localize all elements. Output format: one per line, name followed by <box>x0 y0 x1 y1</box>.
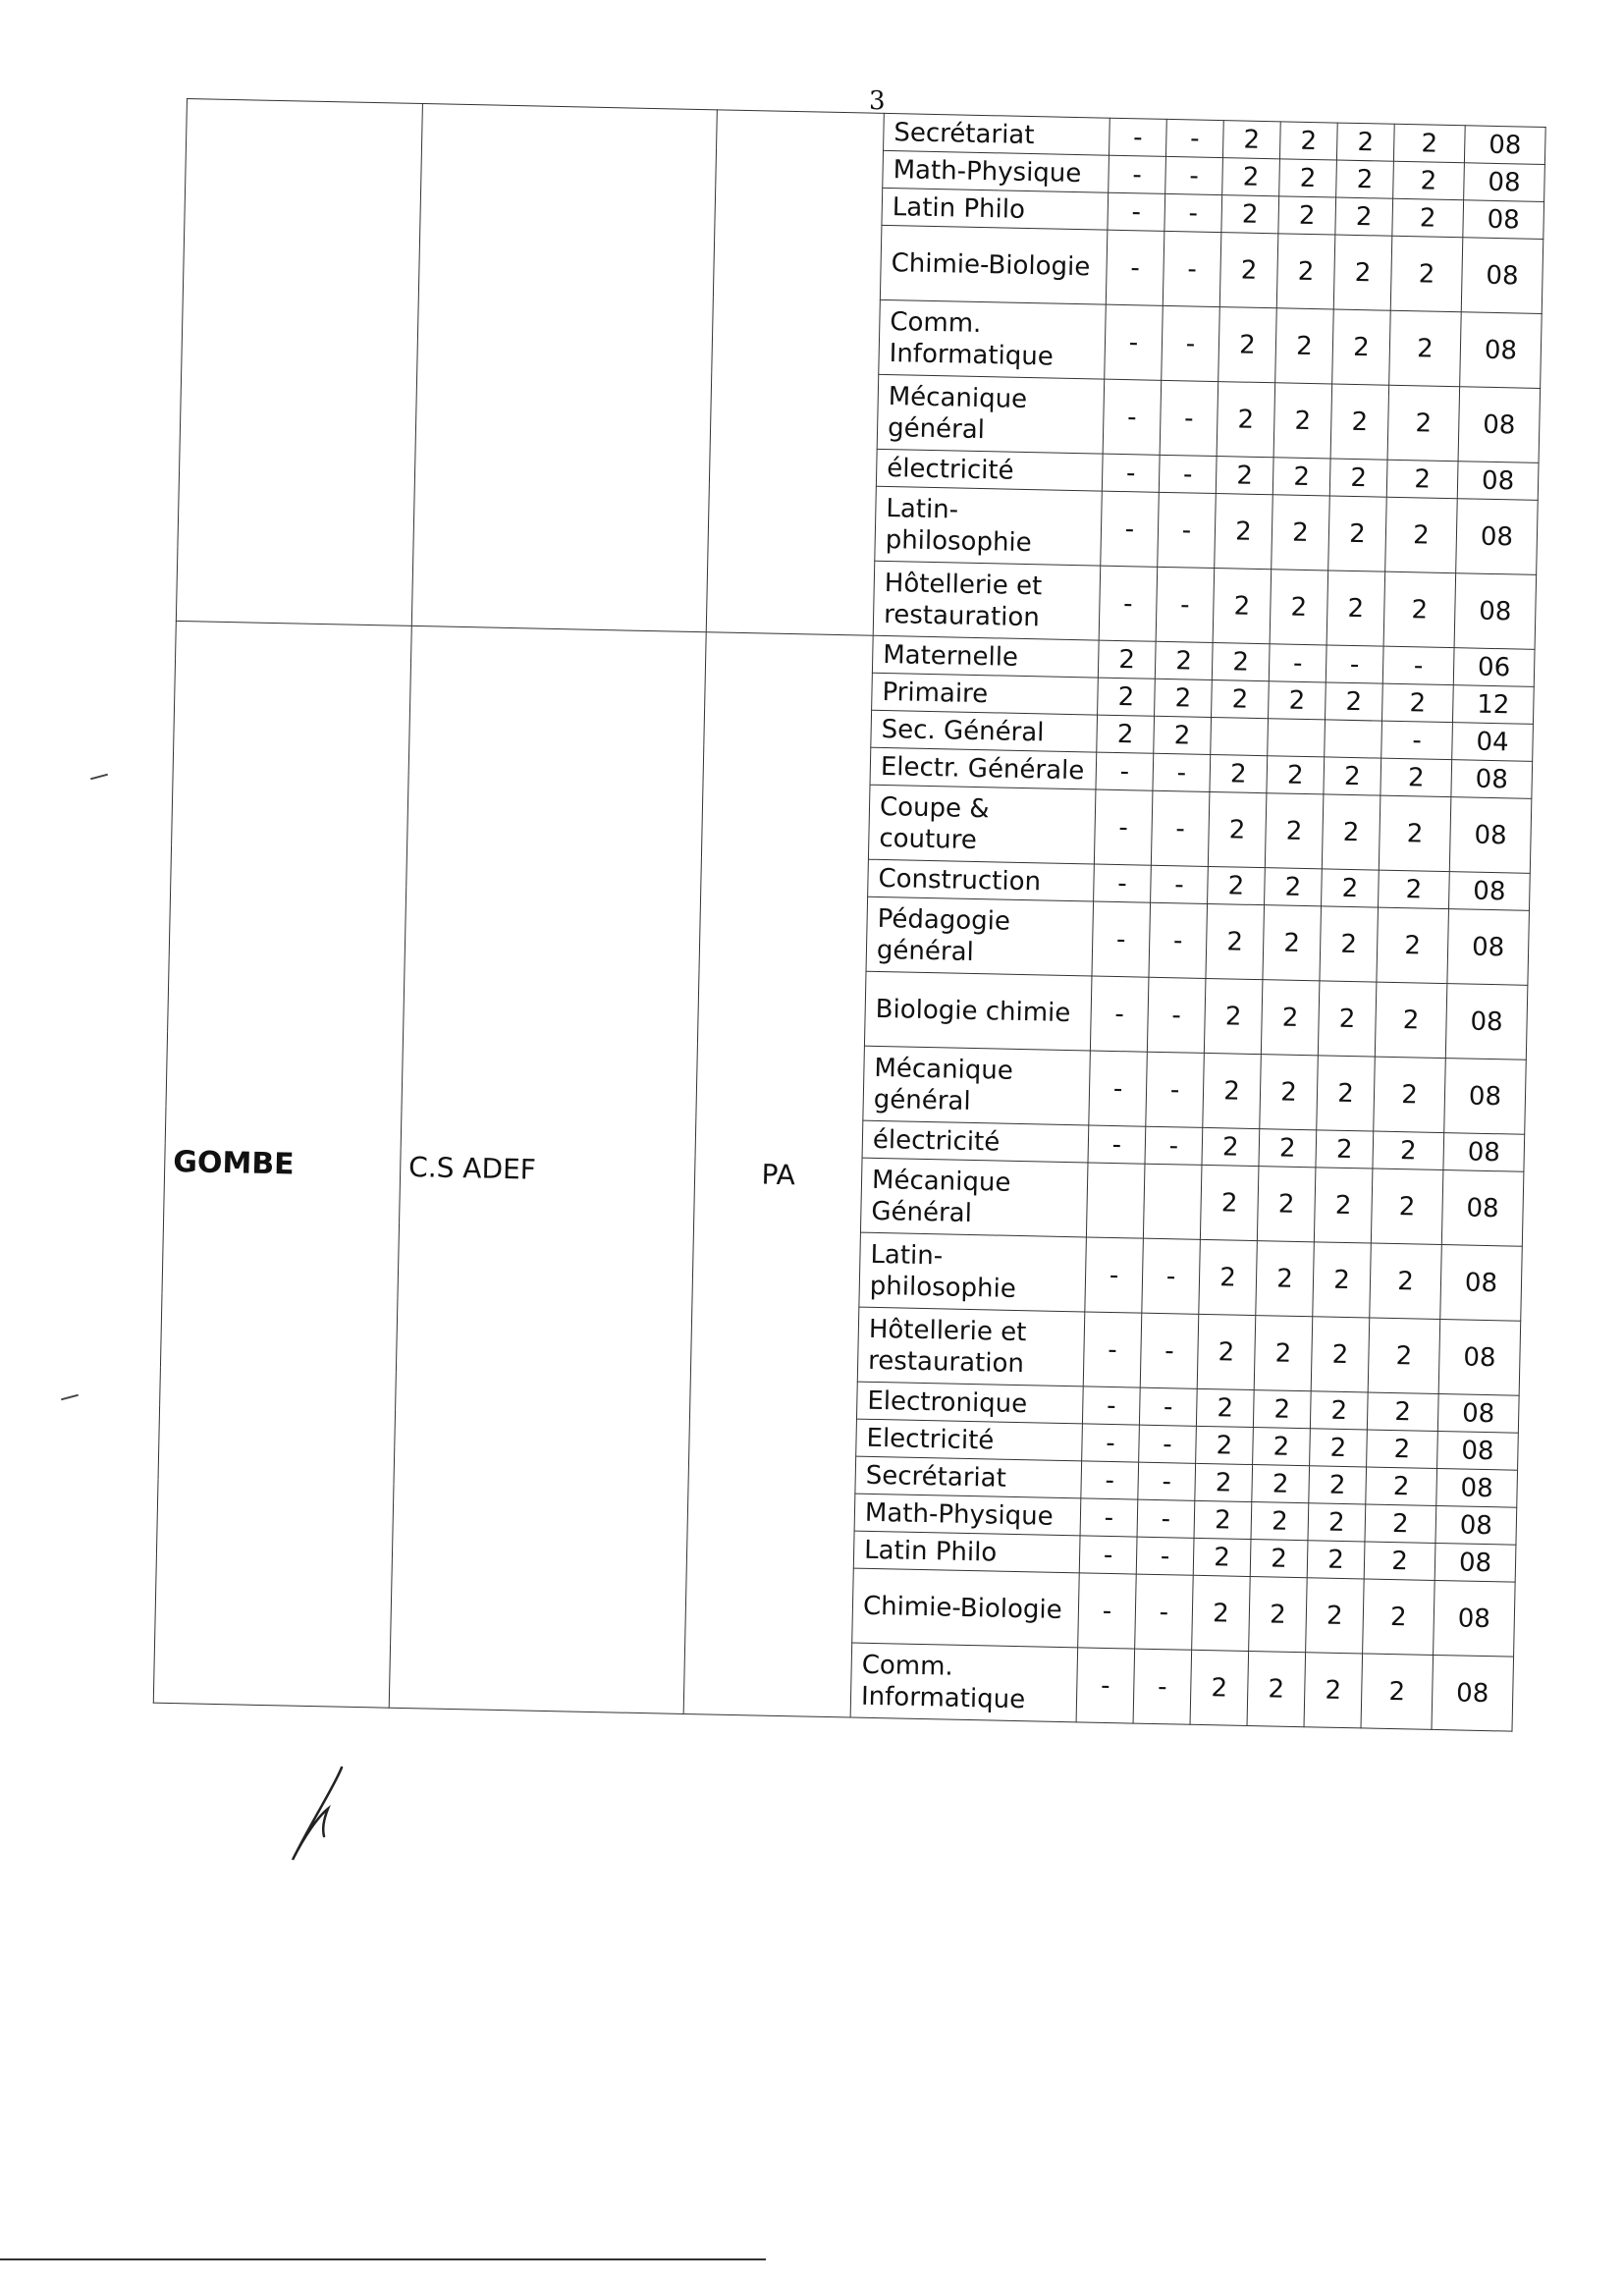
value-cell: 2 <box>1313 1242 1372 1318</box>
total-cell: 08 <box>1436 1468 1518 1507</box>
value-cell: 2 <box>1390 236 1463 311</box>
value-cell: 2 <box>1330 384 1389 460</box>
value-cell: 2 <box>1306 1578 1365 1654</box>
value-cell: 2 <box>1200 1165 1259 1240</box>
value-cell: - <box>1164 193 1222 232</box>
total-cell: 08 <box>1445 984 1528 1060</box>
value-cell: - <box>1147 977 1206 1053</box>
value-cell: 2 <box>1393 124 1465 162</box>
option-cell: Chimie-Biologie <box>880 225 1108 304</box>
value-cell: 2 <box>1318 981 1377 1057</box>
value-cell: 2 <box>1368 1318 1440 1393</box>
value-cell: 2 <box>1387 385 1460 461</box>
value-cell: 2 <box>1204 978 1263 1054</box>
option-cell: électricité <box>876 449 1103 491</box>
value-cell: 2 <box>1155 679 1213 717</box>
total-cell: 08 <box>1463 200 1544 240</box>
value-cell <box>1143 1164 1202 1239</box>
bottom-rule <box>0 2258 766 2260</box>
value-cell: 2 <box>1218 307 1277 383</box>
value-cell: 2 <box>1392 198 1464 237</box>
value-cell: 2 <box>1336 160 1394 198</box>
value-cell: 2 <box>1252 1465 1310 1503</box>
value-cell: 2 <box>1278 196 1336 235</box>
option-cell: Secrétariat <box>884 113 1110 155</box>
value-cell: 2 <box>1273 383 1332 459</box>
total-cell: 04 <box>1452 723 1534 762</box>
value-cell: - <box>1085 1237 1144 1313</box>
value-cell: - <box>1133 1649 1192 1724</box>
value-cell: - <box>1326 645 1383 683</box>
value-cell: - <box>1137 1499 1195 1538</box>
value-cell: - <box>1099 566 1158 641</box>
value-cell: 2 <box>1383 571 1456 647</box>
value-cell: - <box>1103 379 1162 455</box>
value-cell: - <box>1083 1312 1142 1387</box>
option-cell: Electr. Générale <box>870 747 1097 789</box>
value-cell: 2 <box>1367 1392 1438 1431</box>
option-cell: Hôtellerie et restauration <box>857 1307 1085 1386</box>
remark-cell <box>706 110 884 635</box>
value-cell: 2 <box>1193 1538 1251 1576</box>
value-cell: 2 <box>1310 1391 1368 1430</box>
value-cell: 2 <box>1154 716 1212 754</box>
option-cell: Maternelle <box>872 635 1099 678</box>
value-cell: - <box>1160 380 1218 456</box>
value-cell: 2 <box>1210 754 1268 792</box>
value-cell: 2 <box>1365 1504 1436 1543</box>
value-cell: - <box>1149 902 1208 978</box>
value-cell: 2 <box>1260 1055 1319 1130</box>
value-cell: - <box>1165 156 1223 194</box>
value-cell: 2 <box>1317 1056 1376 1131</box>
value-cell: 2 <box>1194 1500 1252 1539</box>
value-cell: 2 <box>1322 869 1380 907</box>
value-cell: 2 <box>1377 907 1449 983</box>
value-cell: 2 <box>1379 870 1450 908</box>
value-cell: - <box>1145 1126 1203 1165</box>
value-cell: 2 <box>1366 1467 1437 1505</box>
option-cell: Sec. Général <box>871 710 1098 752</box>
option-cell: Latin Philo <box>882 188 1109 230</box>
value-cell: - <box>1159 455 1217 493</box>
value-cell: 2 <box>1381 683 1453 722</box>
value-cell: 2 <box>1270 570 1328 645</box>
option-cell: Latin Philo <box>853 1531 1080 1573</box>
total-cell: 12 <box>1452 685 1534 725</box>
value-cell: 2 <box>1371 1169 1443 1244</box>
total-cell: 08 <box>1451 760 1533 799</box>
value-cell: - <box>1382 646 1454 684</box>
total-cell: 08 <box>1447 909 1530 986</box>
value-cell: - <box>1139 1425 1197 1463</box>
option-cell: électricité <box>862 1120 1089 1163</box>
value-cell: - <box>1381 721 1453 759</box>
value-cell: 2 <box>1269 681 1326 720</box>
value-cell: 2 <box>1385 497 1458 572</box>
value-cell: 2 <box>1247 1651 1306 1726</box>
total-cell: 08 <box>1457 462 1539 501</box>
value-cell: 2 <box>1367 1430 1438 1468</box>
value-cell: 2 <box>1222 158 1280 196</box>
value-cell: 2 <box>1219 233 1278 308</box>
value-cell: - <box>1094 789 1153 865</box>
total-cell: 08 <box>1432 1655 1514 1731</box>
value-cell: 2 <box>1192 1575 1251 1651</box>
value-cell: 2 <box>1217 382 1275 458</box>
value-cell: - <box>1105 304 1164 380</box>
value-cell: - <box>1082 1424 1140 1462</box>
value-cell: 2 <box>1215 494 1273 570</box>
value-cell: 2 <box>1324 757 1381 795</box>
total-cell: 08 <box>1440 1245 1523 1322</box>
school-cell <box>411 104 717 632</box>
option-cell: Chimie-Biologie <box>852 1568 1080 1648</box>
value-cell: 2 <box>1380 758 1452 796</box>
value-cell: 2 <box>1311 1317 1370 1392</box>
value-cell: 2 <box>1364 1542 1435 1580</box>
value-cell: - <box>1101 491 1160 567</box>
value-cell: 2 <box>1250 1540 1308 1578</box>
option-cell: Comm. Informatique <box>879 299 1107 379</box>
total-cell: 08 <box>1441 1170 1524 1247</box>
value-cell: 2 <box>1332 309 1391 385</box>
total-cell: 08 <box>1444 1059 1527 1135</box>
value-cell: 2 <box>1254 1316 1313 1391</box>
option-cell: Primaire <box>872 673 1099 715</box>
total-cell: 08 <box>1438 1320 1521 1396</box>
value-cell: 2 <box>1272 458 1330 496</box>
option-cell: Math-Physique <box>883 150 1110 192</box>
value-cell: 2 <box>1202 1127 1260 1166</box>
value-cell: - <box>1163 231 1221 306</box>
margin-mark <box>61 1394 79 1401</box>
option-cell: Secrétariat <box>855 1456 1082 1498</box>
value-cell: 2 <box>1304 1653 1363 1728</box>
value-cell: 2 <box>1206 903 1265 979</box>
option-cell: Pédagogie général <box>866 897 1094 976</box>
value-cell: 2 <box>1203 1053 1262 1128</box>
value-cell: 2 <box>1098 640 1156 679</box>
total-cell: 08 <box>1437 1431 1519 1470</box>
value-cell: - <box>1156 567 1215 642</box>
total-cell: 08 <box>1460 312 1543 389</box>
value-cell: - <box>1089 1051 1148 1126</box>
remark-cell: PA <box>683 632 873 1717</box>
value-cell: - <box>1078 1573 1137 1649</box>
total-cell: 08 <box>1449 797 1532 874</box>
value-cell: 2 <box>1259 1129 1317 1168</box>
value-cell: 2 <box>1375 982 1447 1058</box>
value-cell: 2 <box>1336 123 1394 161</box>
total-cell: 08 <box>1454 573 1537 650</box>
value-cell: 2 <box>1322 794 1380 870</box>
signature-mark <box>285 1758 353 1866</box>
value-cell: 2 <box>1257 1167 1316 1242</box>
value-cell: 2 <box>1279 159 1337 197</box>
value-cell: 2 <box>1363 1579 1435 1655</box>
value-cell: 2 <box>1197 1314 1256 1389</box>
value-cell: - <box>1165 119 1223 157</box>
value-cell: 2 <box>1208 791 1267 867</box>
value-cell: 2 <box>1195 1463 1253 1501</box>
total-cell: 08 <box>1448 872 1530 911</box>
option-cell: Construction <box>868 859 1095 901</box>
value-cell: 2 <box>1190 1650 1249 1725</box>
value-cell: 2 <box>1333 235 1392 310</box>
value-cell: 2 <box>1097 715 1155 753</box>
value-cell: - <box>1162 305 1220 381</box>
value-cell: 2 <box>1389 310 1462 386</box>
value-cell: 2 <box>1221 195 1279 234</box>
value-cell: - <box>1108 192 1165 231</box>
value-cell: - <box>1139 1387 1197 1426</box>
value-cell: - <box>1090 976 1149 1052</box>
value-cell: - <box>1158 492 1217 568</box>
value-cell: 2 <box>1307 1541 1365 1579</box>
value-cell: 2 <box>1329 459 1387 497</box>
value-cell <box>1268 719 1326 757</box>
value-cell: 2 <box>1267 756 1325 794</box>
value-cell: - <box>1079 1536 1137 1574</box>
value-cell: - <box>1081 1461 1139 1499</box>
value-cell: 2 <box>1279 122 1337 160</box>
value-cell: 2 <box>1374 1057 1446 1132</box>
value-cell: 2 <box>1253 1390 1311 1429</box>
value-cell: 2 <box>1261 980 1320 1056</box>
allocation-table <box>153 98 1546 1732</box>
value-cell <box>1325 720 1382 758</box>
value-cell: 2 <box>1253 1428 1311 1466</box>
page-number: 3 <box>869 86 886 116</box>
value-cell: - <box>1146 1052 1205 1127</box>
region-cell <box>176 99 422 626</box>
value-cell: 2 <box>1373 1131 1444 1169</box>
total-cell: 08 <box>1464 163 1545 202</box>
value-cell: - <box>1109 118 1166 156</box>
option-cell: Comm. Informatique <box>850 1643 1078 1722</box>
value-cell: 2 <box>1208 866 1266 904</box>
value-cell: 2 <box>1213 569 1272 644</box>
value-cell: - <box>1076 1648 1135 1723</box>
value-cell: - <box>1269 644 1326 682</box>
value-cell: 2 <box>1222 121 1280 159</box>
value-cell: 2 <box>1265 868 1323 906</box>
margin-mark <box>90 774 108 781</box>
value-cell: - <box>1082 1386 1140 1425</box>
value-cell: - <box>1151 865 1209 903</box>
total-cell: 08 <box>1435 1543 1516 1582</box>
total-cell: 08 <box>1443 1133 1525 1172</box>
value-cell: - <box>1096 752 1154 790</box>
value-cell: 2 <box>1310 1429 1368 1467</box>
value-cell: 2 <box>1212 643 1270 681</box>
total-cell: 08 <box>1434 1580 1516 1657</box>
value-cell: - <box>1140 1313 1199 1388</box>
total-cell: 08 <box>1437 1393 1519 1433</box>
value-cell: 2 <box>1196 1426 1254 1464</box>
value-cell: - <box>1153 753 1211 791</box>
value-cell: 2 <box>1216 457 1273 495</box>
option-cell: Hôtellerie et restauration <box>873 561 1101 640</box>
option-cell: Coupe & couture <box>868 785 1096 864</box>
total-cell: 08 <box>1461 238 1543 314</box>
value-cell: 2 <box>1263 905 1322 981</box>
value-cell: - <box>1106 230 1164 305</box>
value-cell: 2 <box>1309 1466 1367 1504</box>
value-cell: - <box>1092 901 1151 977</box>
value-cell: 2 <box>1196 1388 1254 1427</box>
table-row <box>187 99 1545 165</box>
total-cell: 08 <box>1435 1505 1517 1545</box>
value-cell: - <box>1135 1574 1194 1650</box>
option-cell: Mécanique Général <box>860 1158 1088 1237</box>
value-cell: 2 <box>1386 460 1458 498</box>
value-cell: - <box>1080 1498 1138 1537</box>
value-cell: - <box>1094 864 1152 902</box>
value-cell: 2 <box>1379 795 1451 871</box>
value-cell: 2 <box>1328 496 1387 571</box>
value-cell: 2 <box>1251 1502 1309 1541</box>
option-cell: Mécanique général <box>877 374 1105 454</box>
option-cell: Electronique <box>856 1382 1083 1424</box>
value-cell: - <box>1136 1537 1194 1575</box>
value-cell: 2 <box>1212 680 1270 719</box>
value-cell: 2 <box>1320 906 1379 982</box>
value-cell: 2 <box>1272 495 1330 571</box>
total-cell: 06 <box>1453 648 1535 687</box>
value-cell: 2 <box>1276 234 1335 309</box>
value-cell: - <box>1088 1125 1146 1164</box>
value-cell: 2 <box>1370 1243 1442 1319</box>
value-cell: - <box>1142 1238 1201 1314</box>
total-cell: 08 <box>1456 499 1539 575</box>
value-cell <box>1086 1163 1145 1238</box>
value-cell: 2 <box>1308 1503 1366 1542</box>
value-cell: 2 <box>1275 308 1334 384</box>
value-cell: 2 <box>1314 1168 1373 1243</box>
value-cell: 2 <box>1326 571 1385 646</box>
region-cell: GOMBE <box>153 621 411 1708</box>
option-cell: Mécanique général <box>863 1046 1091 1125</box>
value-cell: 2 <box>1256 1241 1315 1317</box>
value-cell: 2 <box>1155 641 1213 679</box>
value-cell: 2 <box>1325 682 1382 721</box>
value-cell: 2 <box>1361 1654 1434 1729</box>
option-cell: Electricité <box>856 1419 1083 1461</box>
option-cell: Biologie chimie <box>864 971 1092 1051</box>
value-cell: - <box>1102 454 1160 492</box>
total-cell: 08 <box>1458 387 1541 463</box>
value-cell: 2 <box>1098 678 1156 716</box>
school-cell: C.S ADEF <box>389 625 706 1713</box>
value-cell: - <box>1138 1462 1196 1500</box>
value-cell: - <box>1151 790 1210 866</box>
value-cell: 2 <box>1265 793 1324 869</box>
total-cell: 08 <box>1464 126 1545 165</box>
value-cell: - <box>1109 155 1166 193</box>
option-cell: Math-Physique <box>854 1494 1081 1536</box>
value-cell: 2 <box>1393 161 1465 199</box>
value-cell: 2 <box>1335 197 1393 236</box>
value-cell: 2 <box>1199 1239 1258 1315</box>
value-cell: 2 <box>1249 1577 1308 1653</box>
option-cell: Latin-philosophie <box>875 486 1103 566</box>
value-cell <box>1211 717 1269 755</box>
value-cell: 2 <box>1316 1130 1374 1169</box>
option-cell: Latin-philosophie <box>859 1232 1087 1312</box>
